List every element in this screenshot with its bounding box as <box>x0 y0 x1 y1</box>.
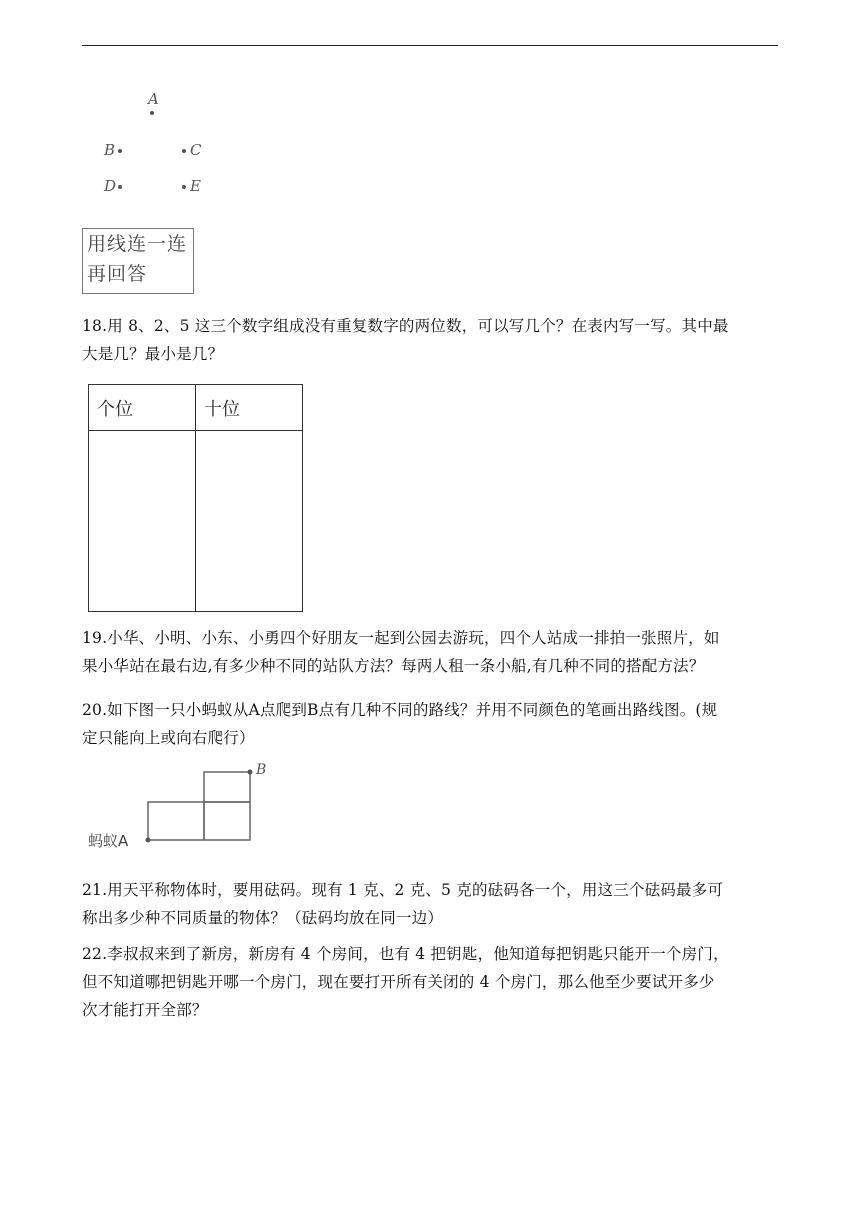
table-header-ones: 个位 <box>89 385 196 431</box>
question-18-line-2: 大是几？最小是几？ <box>82 345 224 363</box>
point-a-label: A <box>148 90 159 108</box>
point-c-dot <box>182 149 186 153</box>
point-d-label: D <box>104 177 117 195</box>
point-e-label: E <box>190 177 201 195</box>
question-19 <box>82 624 782 680</box>
question-21-line-1: 21.用天平称物体时，要用砝码。现有 1 克、2 克、5 克的砝码各一个，用这三个砝码最多可 <box>82 881 724 899</box>
point-b-marker <box>248 770 253 775</box>
question-22-line-1: 22.李叔叔来到了新房，新房有 4 个房间，也有 4 把钥匙，他知道每把钥匙只能开一个房门， <box>82 945 729 963</box>
question-18 <box>82 312 782 368</box>
digit-table <box>88 384 303 612</box>
question-21 <box>82 876 782 932</box>
table-cell-tens[interactable] <box>196 431 303 612</box>
question-18-line-1: 18.用 8、2、5 这三个数字组成没有重复数字的两位数，可以写几个？在表内写一写。其中最 <box>82 317 729 335</box>
grid-cell-top <box>204 772 250 802</box>
point-a-marker <box>146 838 151 843</box>
point-d-dot <box>118 185 122 189</box>
instruction-line-1: 用线连一连 <box>87 233 188 255</box>
question-20-line-1: 20.如下图一只小蚂蚁从A点爬到B点有几种不同的路线？并用不同颜色的笔画出路线图。(规 <box>82 701 718 719</box>
point-b-label: B <box>104 141 116 159</box>
grid-cell-bottom-right <box>204 802 250 840</box>
point-a-dot <box>150 111 154 115</box>
instruction-box <box>82 228 194 294</box>
instruction-line-2: 再回答 <box>87 263 148 285</box>
ant-end-label: B <box>256 762 267 778</box>
question-19-line-1: 19.小华、小明、小东、小勇四个好朋友一起到公园去游玩，四个人站成一排拍一张照片，如 <box>82 629 720 647</box>
table-header-tens: 十位 <box>196 385 303 431</box>
question-20-line-2: 定只能向上或向右爬行） <box>82 729 255 747</box>
header-rule <box>82 45 778 46</box>
question-22-line-2: 但不知道哪把钥匙开哪一个房门，现在要打开所有关闭的 4 个房门，那么他至少要试开多少 <box>82 973 715 991</box>
point-c-label: C <box>190 141 202 159</box>
question-20 <box>82 696 782 752</box>
point-e-dot <box>182 185 186 189</box>
grid-cell-bottom-left <box>148 802 204 840</box>
table-cell-ones[interactable] <box>89 431 196 612</box>
question-19-line-2: 果小华站在最右边,有多少种不同的站队方法？每两人租一条小船,有几种不同的搭配方法？ <box>82 657 705 675</box>
question-22-line-3: 次才能打开全部？ <box>82 1001 208 1019</box>
ant-start-label: 蚂蚁A <box>88 832 129 850</box>
question-22 <box>82 940 782 1024</box>
point-b-dot <box>118 149 122 153</box>
question-21-line-2: 称出多少种不同质量的物体？（砝码均放在同一边） <box>82 909 444 927</box>
